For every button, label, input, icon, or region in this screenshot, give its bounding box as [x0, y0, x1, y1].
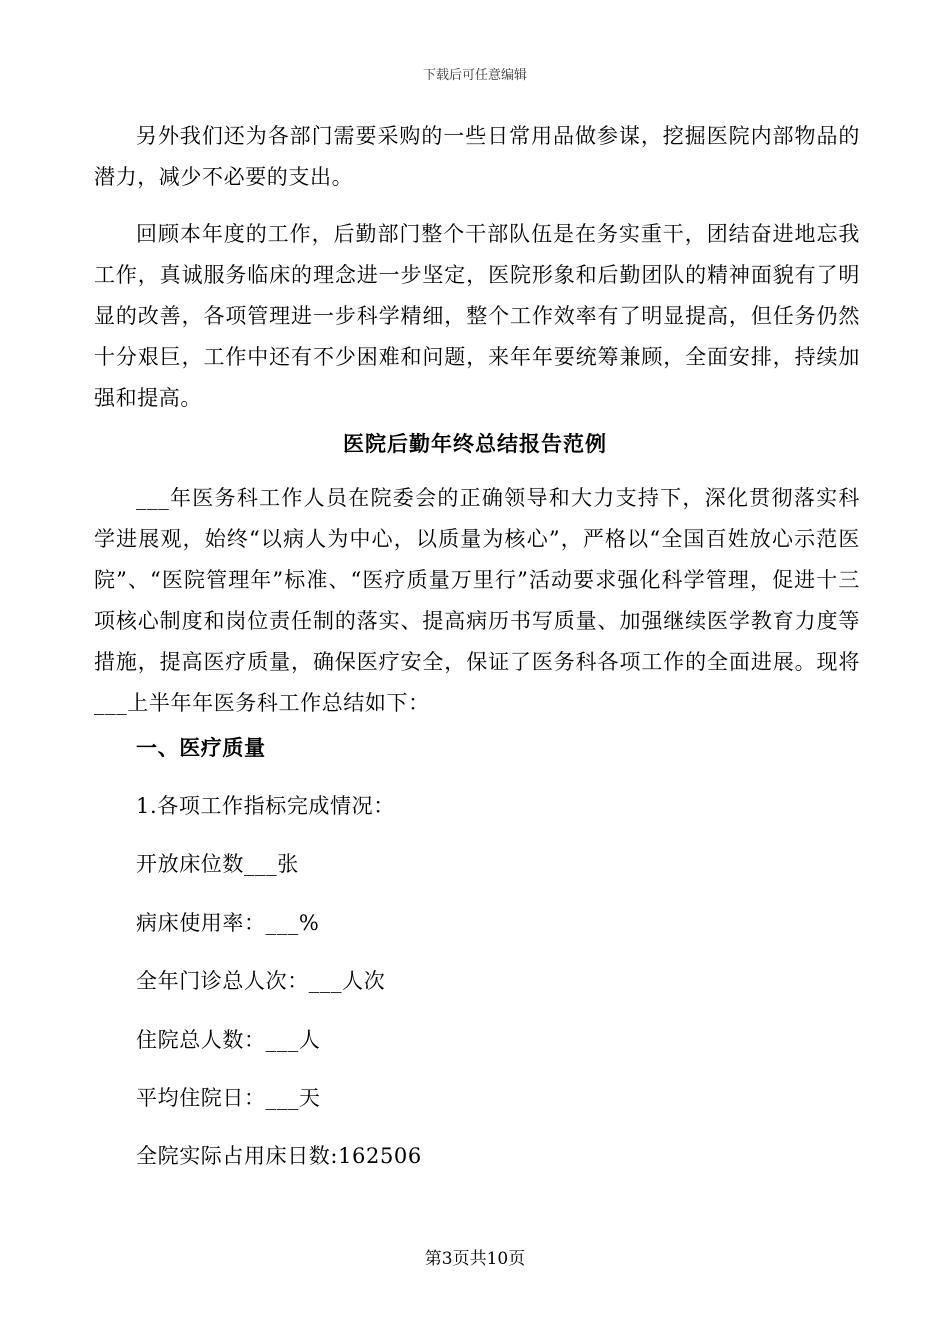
stat-bed-days: 全院实际占用床日数:162506	[136, 1144, 422, 1168]
paragraph-review: 回顾本年度的工作，后勤部门整个干部队伍是在务实重干，团结奋进地忘我工作，真诚服务临床的理念进一步坚定，医院形象和后勤团队的精神面貌有了明显的改善，各项管理进一步科学精细，整个工作效率有了明显提高，但任务仍然十分艰巨，工作中还有不少困难和问题，来年年要统筹兼顾，全面安排，持续加强和提高。	[94, 222, 860, 410]
subsection-heading: 1.各项工作指标完成情况：	[136, 794, 395, 818]
header-note: 下载后可任意编辑	[422, 68, 527, 83]
paragraph-purchasing: 另外我们还为各部门需要采购的一些日常用品做参谋，挖掘医院内部物品的潜力，减少不必要的支出。	[94, 124, 860, 189]
stat-avg-stay: 平均住院日：___天	[136, 1086, 321, 1110]
section-heading: 一、医疗质量	[136, 735, 266, 760]
stat-bed-usage: 病床使用率：___%	[136, 911, 320, 935]
document-title: 医院后勤年终总结报告范例	[343, 431, 607, 456]
stat-beds: 开放床位数___张	[136, 852, 299, 876]
stat-inpatients: 住院总人数：___人	[136, 1028, 321, 1052]
page-number: 第3页共10页	[424, 1249, 526, 1269]
stat-outpatients: 全年门诊总人次：___人次	[136, 969, 386, 993]
paragraph-intro: ___年医务科工作人员在院委会的正确领导和大力支持下，深化贯彻落实科学进展观，始终“以病人为中心，以质量为核心”，严格以“全国百姓放心示范医院”、“医院管理年”标准、“医疗质量万里行”活动要求强化科学管理，促进十三项核心制度和岗位责任制的落实、提高病历书写质量、加强继续医学教育力度等措施，提高医疗质量，确保医疗安全，保证了医务科各项工作的全面进展。现将___上半年年医务科工作总结如下：	[94, 486, 860, 715]
